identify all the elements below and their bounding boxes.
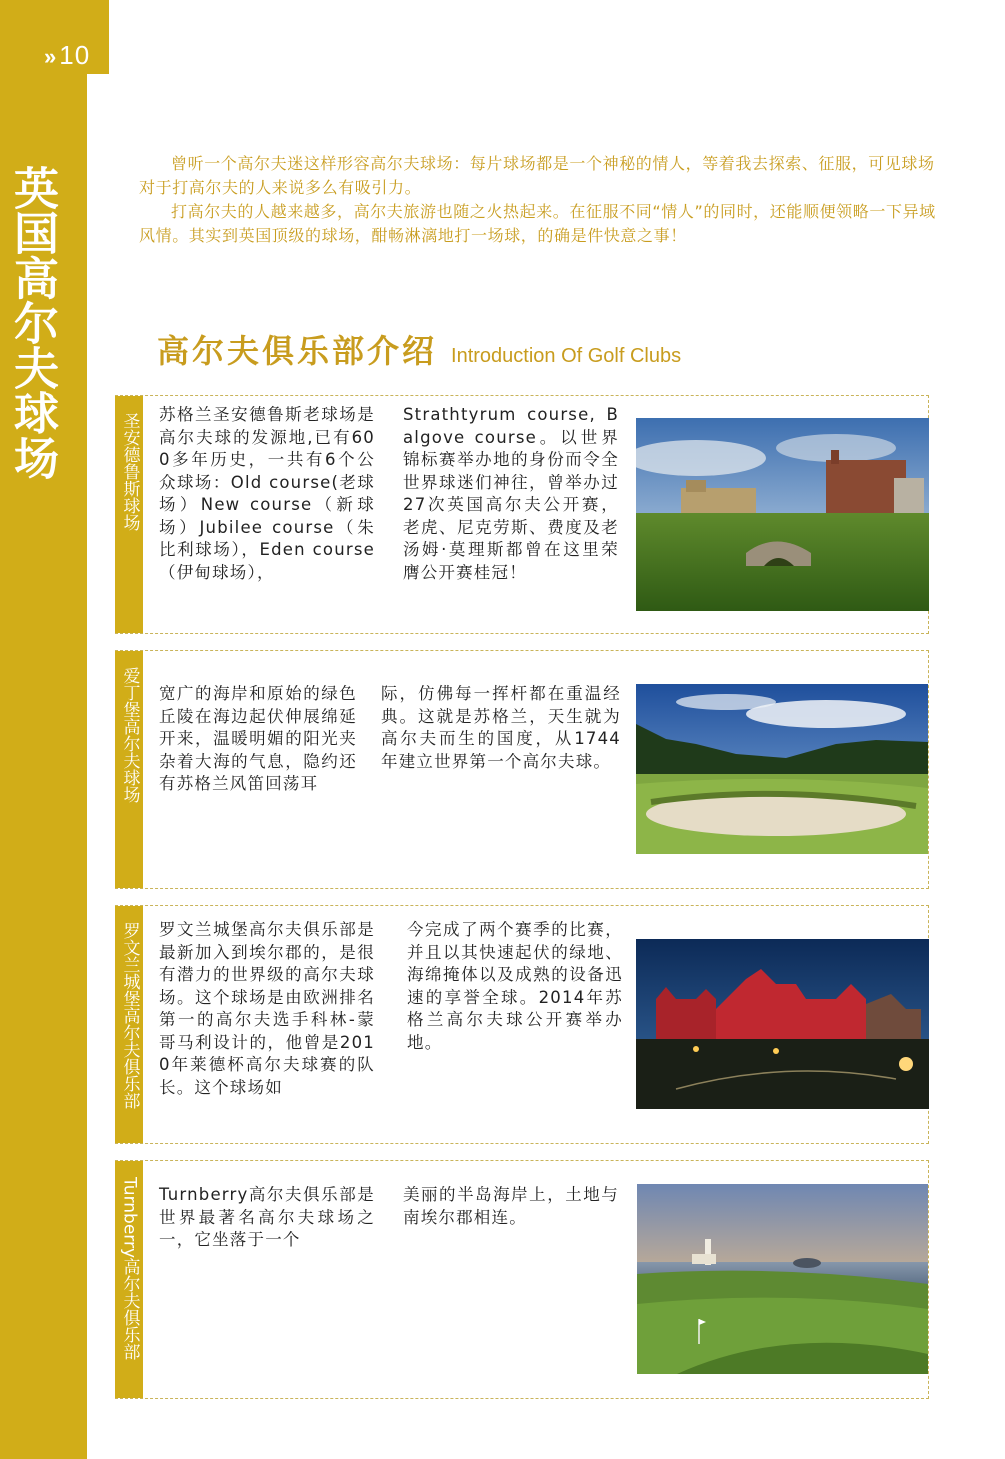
section-heading [157,326,681,372]
turnberry-photo [637,1184,928,1374]
club-text-col2: 美丽的半岛海岸上，土地与南埃尔郡相连。 [403,1185,619,1227]
club-text-col1: 苏格兰圣安德鲁斯老球场是高尔夫球的发源地,已有600多年历史，一共有6个公众球场：Old course(老球场）New course（新球场）Jubilee course（朱比利球场），Eden course（伊甸球场）， [159,405,375,582]
section-title-zh: 高尔夫俱乐部介绍 [157,332,438,370]
club-label: 罗文兰城堡高尔夫俱乐部 [115,906,143,1143]
page-tab [87,0,109,74]
club-label: 爱丁堡高尔夫球场 [115,651,143,888]
section-title-en: Introduction Of Golf Clubs [451,345,682,367]
club-label: 圣安德鲁斯球场 [115,396,143,633]
page-number [44,40,90,71]
club-label: Turnberry高尔夫俱乐部 [115,1161,143,1398]
page-number-value: 10 [59,40,91,70]
club-card-st-andrews [115,395,929,634]
club-text-col2: Strathtyrum course, Balgove course。以世界锦标赛举办地的身份而令全世界球迷们神往，曾举办过27次英国高尔夫公开赛，老虎、尼克劳斯、费度及老汤姆·莫理斯都曾在这里荣膺公开赛桂冠！ [403,405,619,582]
club-text-col1: 罗文兰城堡高尔夫俱乐部是最新加入到埃尔郡的，是很有潜力的世界级的高尔夫球场。这个球场是由欧洲排名第一的高尔夫选手科林-蒙哥马利设计的，他曾是2010年莱德杯高尔夫球赛的队长。这个球场如 [159,920,375,1097]
club-card-turnberry [115,1160,929,1399]
sidebar-title: 英国高尔夫球场 [6,165,59,480]
intro-text [139,152,937,248]
club-text-col2: 今完成了两个赛季的比赛，并且以其快速起伏的绿地、海绵掩体以及成熟的设备迅速的享誉全球。2014年苏格兰高尔夫球公开赛举办地。 [407,920,623,1052]
edinburgh-photo [636,684,928,854]
club-text-col2: 际，仿佛每一挥杆都在重温经典。这就是苏格兰，天生就为高尔夫而生的国度，从1744年建立世界第一个高尔夫球。 [381,684,621,771]
intro-paragraph-1: 曾听一个高尔夫迷这样形容高尔夫球场：每片球场都是一个神秘的情人，等着我去探索、征服，可见球场对于打高尔夫的人来说多么有吸引力。 [139,154,935,197]
rowallan-photo [636,939,929,1109]
club-card-edinburgh [115,650,929,889]
club-text-col1: Turnberry高尔夫俱乐部是世界最著名高尔夫球场之一，它坐落于一个 [159,1185,375,1249]
st-andrews-photo [636,418,929,611]
page-arrows: » [44,44,58,69]
club-card-rowallan [115,905,929,1144]
intro-paragraph-2: 打高尔夫的人越来越多，高尔夫旅游也随之火热起来。在征服不同“情人”的同时，还能顺便领略一下异域风情。其实到英国顶级的球场，酣畅淋漓地打一场球，的确是件快意之事！ [139,202,936,245]
club-text-col1: 宽广的海岸和原始的绿色丘陵在海边起伏伸展绵延开来，温暖明媚的阳光夹杂着大海的气息，隐约还有苏格兰风笛回荡耳 [159,684,357,793]
